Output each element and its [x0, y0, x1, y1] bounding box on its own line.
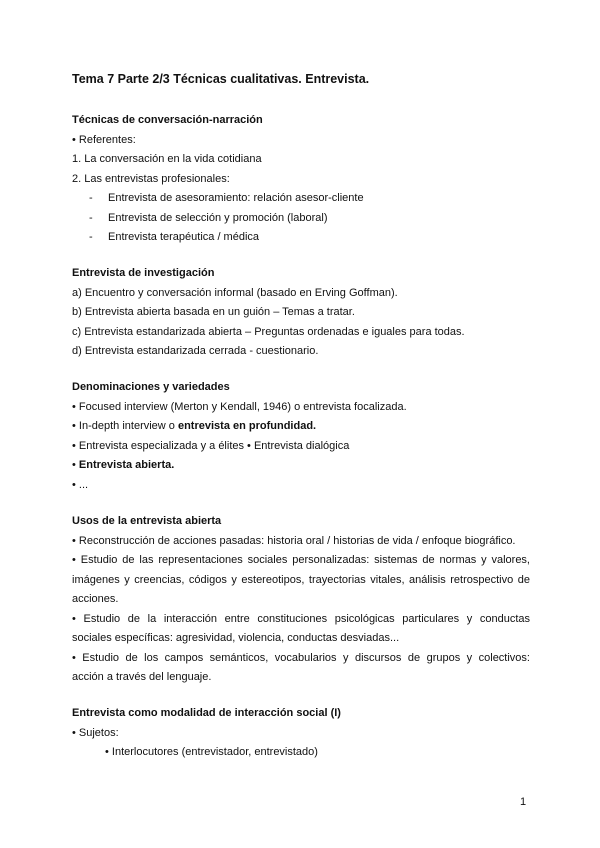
- sub-list-text: Entrevista de selección y promoción (laboral): [108, 211, 328, 224]
- dash-marker: -: [89, 231, 93, 243]
- list-item: 1. La conversación en la vida cotidiana: [72, 153, 262, 165]
- section-heading: Entrevista como modalidad de interacción social (I): [72, 707, 341, 719]
- section-entrevista-investigacion: [72, 264, 530, 362]
- page-number: 1: [520, 796, 527, 808]
- list-item: • Entrevista especializada y a élites • Entrevista dialógica: [72, 439, 350, 452]
- list-item: • Focused interview (Merton y Kendall, 1946) o entrevista focalizada.: [72, 400, 407, 413]
- sub-list-item: [72, 209, 530, 229]
- document-title: Tema 7 Parte 2/3 Técnicas cualitativas. Entrevista.: [72, 72, 370, 86]
- section-interaccion-social: [72, 704, 530, 763]
- section-heading: Denominaciones y variedades: [72, 381, 230, 393]
- list-item: • Referentes:: [72, 133, 136, 146]
- bold-text: Entrevista abierta.: [78, 459, 175, 471]
- paragraph-line: acciones.: [72, 593, 119, 605]
- sub-list-text: Entrevista terapéutica / médica: [108, 231, 260, 243]
- list-item: [72, 456, 530, 476]
- dash-marker: -: [89, 192, 93, 204]
- dash-marker: -: [89, 211, 93, 224]
- list-item: c) Entrevista estandarizada abierta – Preguntas ordenadas e iguales para todas.: [72, 325, 465, 338]
- list-item: • Sujetos:: [72, 726, 119, 739]
- section-denominaciones: [72, 378, 530, 495]
- list-item: • ...: [72, 478, 89, 491]
- bold-text: entrevista en profundidad.: [177, 420, 317, 432]
- bullet: •: [72, 459, 79, 471]
- list-text: • In-depth interview o: [72, 420, 178, 432]
- sub-list-item: [72, 228, 530, 248]
- paragraph-line: • Estudio de los campos semánticos, vocabularios y discursos de grupos y colectivos:: [72, 651, 530, 664]
- section-tecnicas-conversacion: [72, 111, 530, 248]
- paragraph-line: • Reconstrucción de acciones pasadas: historia oral / historias de vida / enfoque biográfico.: [72, 534, 516, 547]
- paragraph-line: acción a través del lenguaje.: [72, 671, 212, 683]
- paragraph-line: sociales específicas: agresividad, violencia, conductas desviadas...: [72, 632, 400, 644]
- list-item: a) Encuentro y conversación informal (basado en Erving Goffman).: [72, 286, 398, 299]
- section-heading: Entrevista de investigación: [72, 267, 215, 279]
- paragraph-line: • Estudio de las representaciones sociales personalizadas: sistemas de normas y valores,: [72, 554, 530, 566]
- list-item: b) Entrevista abierta basada en un guión – Temas a tratar.: [72, 306, 355, 318]
- sub-list-text: Entrevista de asesoramiento: relación asesor-cliente: [108, 192, 364, 204]
- list-item: d) Entrevista estandarizada cerrada - cuestionario.: [72, 345, 319, 357]
- section-heading: Técnicas de conversación-narración: [72, 114, 263, 126]
- sub-list-item: [72, 189, 530, 209]
- paragraph-line: • Estudio de la interacción entre constituciones psicológicas particulares y conductas: [72, 612, 530, 625]
- sub-list-item: • Interlocutores (entrevistador, entrevistado): [105, 746, 318, 758]
- section-usos-entrevista: [72, 512, 530, 688]
- list-item: 2. Las entrevistas profesionales:: [72, 172, 230, 185]
- section-heading: Usos de la entrevista abierta: [72, 515, 222, 527]
- list-item: [72, 417, 530, 437]
- paragraph-line: imágenes y creencias, códigos y estereotipos, trayectorias vitales, análisis retrospectivo de: [72, 573, 530, 586]
